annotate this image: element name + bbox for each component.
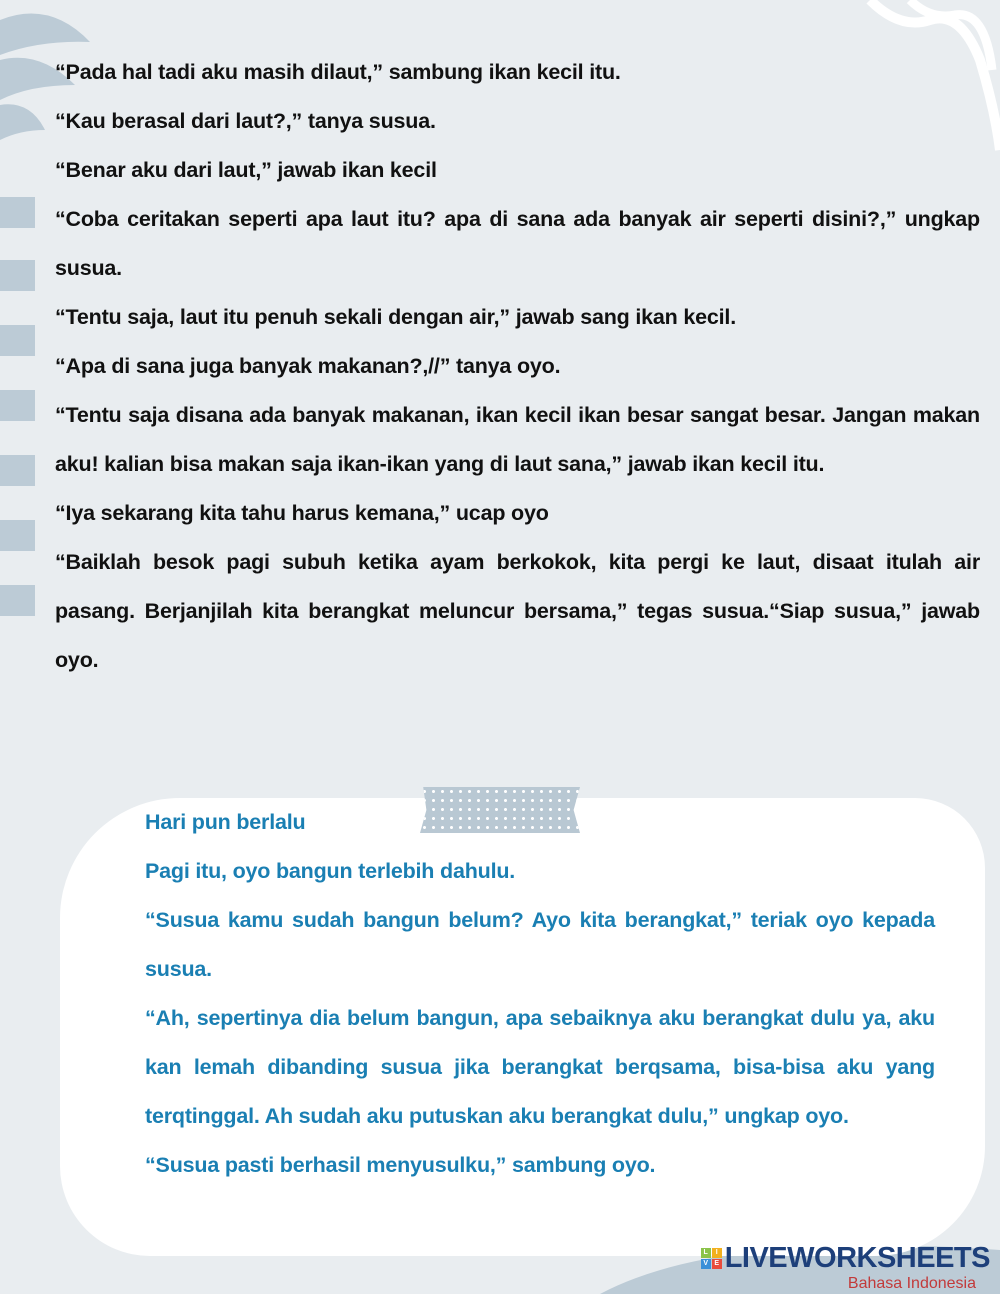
logo-tile: V [701, 1259, 711, 1269]
logo-tile: E [712, 1259, 722, 1269]
paragraph: “Kau berasal dari laut?,” tanya susua. [55, 109, 436, 133]
paragraph: Hari pun berlalu [145, 810, 306, 834]
paragraph: “Coba ceritakan seperti apa laut itu? apa di sana ada banyak air seperti disini?,” ungkap susua. [55, 207, 980, 280]
paragraph: “Susua pasti berhasil menyusulku,” sambung oyo. [145, 1153, 656, 1177]
paragraph: “Apa di sana juga banyak makanan?,//” tanya oyo. [55, 354, 561, 378]
paragraph: “Ah, sepertinya dia belum bangun, apa sebaiknya aku berangkat dulu ya, aku kan lemah dibanding susua jika berangkat berqsama, bisa-bisa aku yang terqtinggal. Ah sudah aku putuskan aku berangkat dulu,” ungkap oyo. [145, 1006, 935, 1128]
story-text-top [55, 48, 980, 685]
square-decoration [0, 585, 35, 616]
paragraph: “Susua kamu sudah bangun belum? Ayo kita berangkat,” teriak oyo kepada susua. [145, 908, 935, 981]
subject-label: Bahasa Indonesia [847, 1275, 976, 1292]
logo-tile: L [701, 1248, 711, 1258]
square-decoration [0, 260, 35, 291]
logo-tiles-icon [701, 1248, 722, 1269]
paragraph: “Benar aku dari laut,” jawab ikan kecil [55, 158, 437, 182]
square-decoration [0, 325, 35, 356]
square-decoration [0, 197, 35, 228]
paragraph: “Baiklah besok pagi subuh ketika ayam berkokok, kita pergi ke laut, disaat itulah air pasang. Berjanjilah kita berangkat meluncur bersama,” tegas susua.“Siap susua,” jawab oyo. [55, 550, 980, 672]
square-decoration [0, 390, 35, 421]
logo-text: LIVEWORKSHEETS [724, 1242, 990, 1274]
square-decoration [0, 520, 35, 551]
story-text-box [145, 798, 935, 1190]
paragraph: Pagi itu, oyo bangun terlebih dahulu. [145, 859, 516, 883]
liveworksheets-logo[interactable] [701, 1243, 990, 1273]
logo-tile: I [712, 1248, 722, 1258]
paragraph: “Pada hal tadi aku masih dilaut,” sambung ikan kecil itu. [55, 60, 621, 84]
paragraph: “Tentu saja disana ada banyak makanan, ikan kecil ikan besar sangat besar. Jangan makan aku! kalian bisa makan saja ikan-ikan yang di laut sana,” jawab ikan kecil itu. [55, 403, 980, 476]
paragraph: “Tentu saja, laut itu penuh sekali dengan air,” jawab sang ikan kecil. [55, 305, 736, 329]
paragraph: “Iya sekarang kita tahu harus kemana,” ucap oyo [55, 501, 549, 525]
square-decoration [0, 455, 35, 486]
